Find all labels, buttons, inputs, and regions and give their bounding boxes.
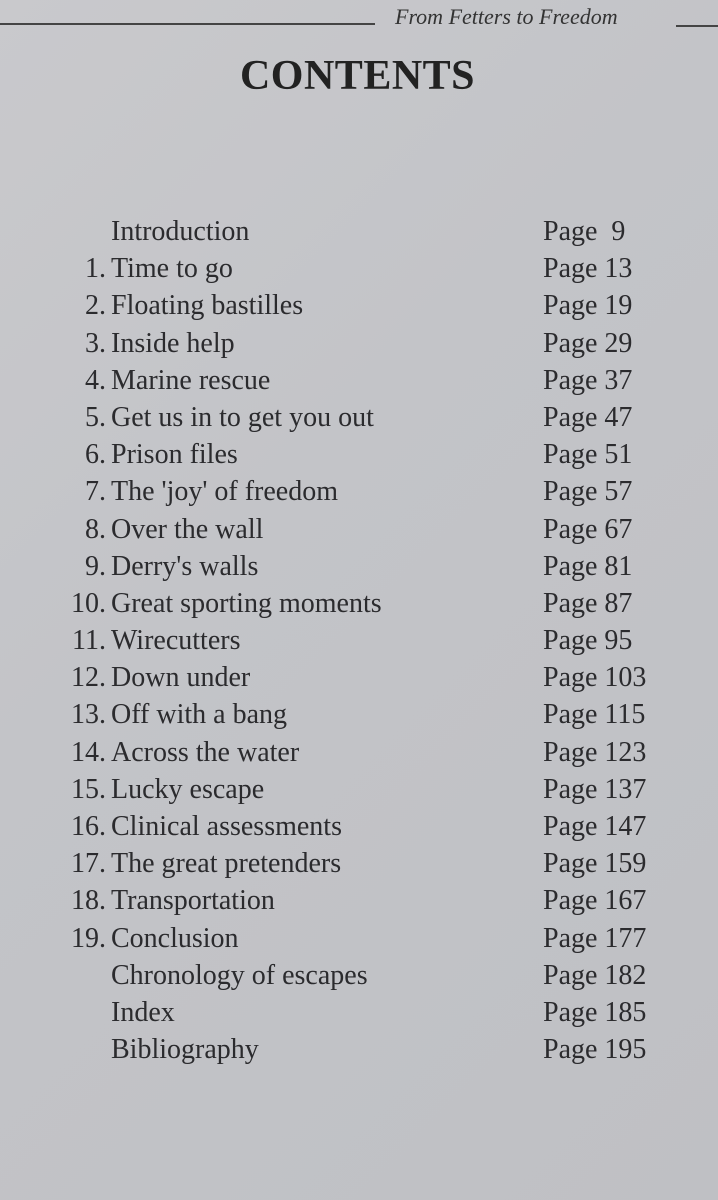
toc-entry [0,436,718,473]
toc-entry [0,473,718,510]
chapter-number: 4. [85,364,106,396]
toc-entry [0,548,718,585]
chapter-title: Across the water [111,736,300,768]
chapter-title: Down under [111,662,251,694]
page-reference: Page 177 [543,922,647,954]
page-reference: Page 195 [543,1034,647,1066]
running-title: From Fetters to Freedom [395,4,618,29]
chapter-number: 19. [71,922,106,954]
toc-entry [0,845,718,882]
chapter-number: 8. [85,513,106,545]
toc-entry [0,696,718,733]
header-rule-left [0,23,375,25]
page-reference: Page 115 [543,699,646,731]
chapter-title: Conclusion [111,922,239,954]
chapter-title: Great sporting moments [111,587,382,619]
chapter-number: 2. [85,290,106,322]
chapter-number: 11. [72,625,106,657]
page-reference: Page 87 [543,587,633,619]
toc-entry [0,882,718,919]
chapter-title: Clinical assessments [111,811,342,842]
page-reference: Page 137 [543,773,647,805]
chapter-title: Lucky escape [111,773,265,805]
page-reference: Page 81 [543,550,633,582]
chapter-number: 1. [85,253,106,285]
chapter-title: Off with a bang [111,699,287,731]
chapter-title: The great pretenders [111,848,342,880]
chapter-title: Get us in to get you out [111,401,374,433]
toc-entry [0,213,718,250]
page-reference: Page 182 [543,959,647,991]
chapter-number: 13. [71,699,106,731]
chapter-title: Over the wall [111,513,264,545]
chapter-title: Bibliography [111,1034,259,1066]
page-title-wrapper [0,52,718,100]
chapter-title: Inside help [111,327,235,359]
chapter-number: 6. [85,439,106,471]
chapter-number: 7. [85,476,106,508]
chapter-title: Index [111,996,175,1028]
table-of-contents [0,213,718,1068]
page-reference: Page 167 [543,885,647,917]
toc-entry [0,771,718,808]
chapter-title: Time to go [111,253,233,285]
page-reference: Page 37 [543,364,633,396]
toc-entry [0,287,718,324]
chapter-number: 16. [71,811,106,842]
page-reference: Page 147 [543,811,647,842]
toc-entry [0,1031,718,1068]
toc-entry [0,957,718,994]
page-title: CONTENTS [239,53,476,99]
chapter-title: Wirecutters [111,625,241,657]
page-reference: Page 29 [543,327,633,359]
page-reference: Page 57 [543,476,633,508]
page-reference: Page 185 [543,996,647,1028]
chapter-number: 3. [85,327,106,359]
toc-entry [0,511,718,548]
page-reference: Page 95 [543,625,633,657]
page-reference: Page 47 [543,401,633,433]
chapter-number: 5. [85,401,106,433]
page-reference: Page 123 [543,736,647,768]
toc-entry [0,399,718,436]
chapter-title: Derry's walls [111,550,259,582]
page-reference: Page 51 [543,439,633,471]
chapter-number: 9. [85,550,106,582]
page-reference: Page 9 [543,216,626,247]
header-rule-right [676,25,718,27]
page-reference: Page 67 [543,513,633,545]
toc-entry [0,362,718,399]
chapter-title: Floating bastilles [111,290,304,322]
chapter-title: Chronology of escapes [111,959,368,991]
chapter-number: 15. [71,773,106,805]
toc-entry [0,250,718,287]
toc-entry [0,622,718,659]
toc-entry [0,734,718,771]
chapter-number: 17. [71,848,106,880]
toc-entry [0,659,718,696]
chapter-title: Introduction [111,216,250,247]
chapter-number: 18. [71,885,106,917]
page-reference: Page 103 [543,662,647,694]
running-header [0,0,718,40]
chapter-number: 10. [71,587,106,619]
page-reference: Page 13 [543,253,633,285]
page-reference: Page 19 [543,290,633,322]
toc-entry [0,994,718,1031]
chapter-number: 14. [71,736,106,768]
toc-entry [0,325,718,362]
chapter-number: 12. [71,662,106,694]
toc-entry [0,920,718,957]
page-reference: Page 159 [543,848,647,880]
chapter-title: The 'joy' of freedom [111,476,339,508]
chapter-title: Marine rescue [111,364,271,396]
chapter-title: Transportation [111,885,275,917]
toc-entry [0,585,718,622]
chapter-title: Prison files [111,439,238,471]
toc-entry [0,808,718,845]
